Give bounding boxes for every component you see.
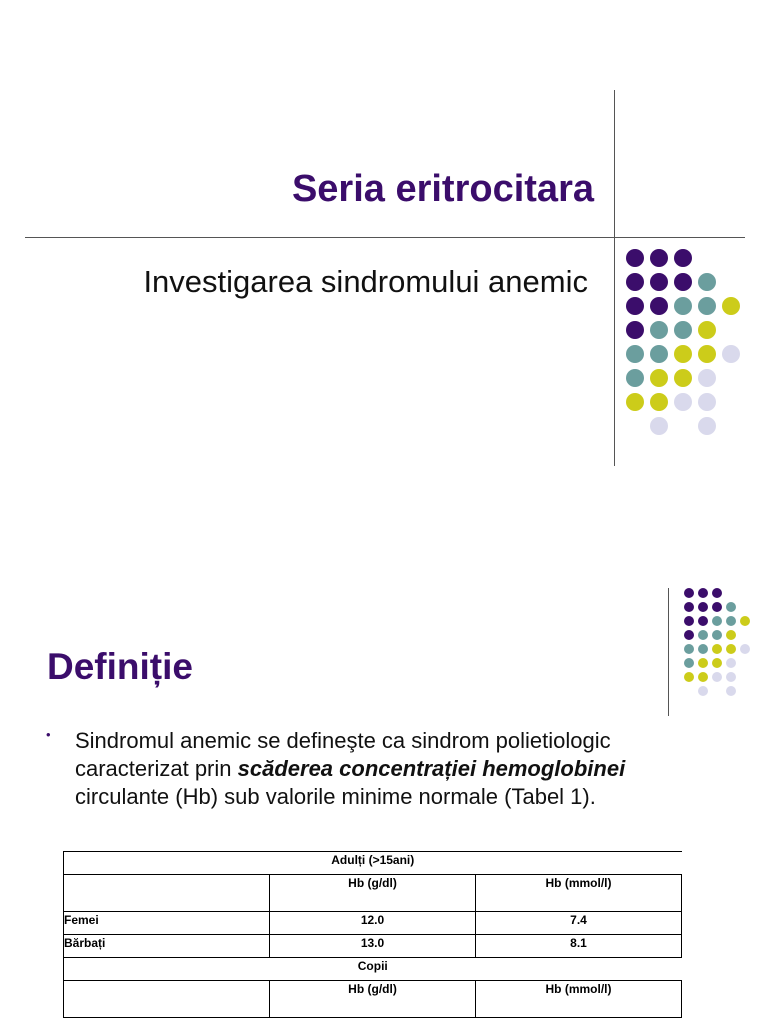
dot-teal: [626, 345, 644, 363]
dot-yellow: [626, 393, 644, 411]
dot-lavender: [726, 686, 736, 696]
dot-purple: [626, 297, 644, 315]
dot-purple: [698, 616, 708, 626]
table-row: [64, 912, 682, 935]
dot-lavender: [698, 686, 708, 696]
dot-teal: [698, 644, 708, 654]
cell-hb-mmol: 7.4: [476, 912, 682, 935]
dot-yellow: [650, 393, 668, 411]
column-header-hb-gdl: Hb (g/dl): [270, 981, 476, 1018]
column-header-hb-mmol: Hb (mmol/l): [476, 875, 682, 912]
section-title: Definiție: [47, 646, 193, 687]
definition-slide: [0, 580, 768, 1024]
dot-lavender: [726, 672, 736, 682]
dot-lavender: [650, 417, 668, 435]
dot-purple: [684, 630, 694, 640]
table-cell-empty: [64, 981, 270, 1018]
dot-lavender: [698, 369, 716, 387]
dot-purple: [684, 588, 694, 598]
dot-yellow: [650, 369, 668, 387]
dot-purple: [684, 616, 694, 626]
dot-lavender: [726, 658, 736, 668]
dot-purple: [684, 602, 694, 612]
slide-title: Seria eritrocitara: [291, 168, 594, 210]
dot-yellow: [712, 644, 722, 654]
cell-hb-gdl: 12.0: [270, 912, 476, 935]
dot-yellow: [684, 672, 694, 682]
dot-lavender: [722, 345, 740, 363]
row-label: Bărbați: [64, 935, 270, 958]
table-group-header-adults: Adulți (>15ani): [64, 852, 682, 875]
dot-lavender: [740, 644, 750, 654]
vertical-divider: [668, 588, 669, 716]
cell-hb-mmol: 8.1: [476, 935, 682, 958]
dot-purple: [626, 249, 644, 267]
dot-purple: [674, 273, 692, 291]
dot-yellow: [698, 658, 708, 668]
dot-teal: [712, 616, 722, 626]
dot-yellow: [726, 644, 736, 654]
hemoglobin-table: [63, 851, 682, 1018]
dot-purple: [698, 588, 708, 598]
dot-teal: [698, 297, 716, 315]
paragraph-emphasis: scăderea concentrației hemoglobinei: [237, 756, 626, 781]
dot-teal: [698, 273, 716, 291]
slide-subtitle: Investigarea sindromului anemic: [143, 264, 588, 299]
dot-purple: [626, 321, 644, 339]
dot-purple: [712, 588, 722, 598]
vertical-divider: [614, 90, 615, 466]
cell-hb-gdl: 13.0: [270, 935, 476, 958]
bullet-icon: •: [46, 727, 51, 742]
dot-yellow: [722, 297, 740, 315]
column-header-hb-mmol: Hb (mmol/l): [476, 981, 682, 1018]
dot-teal: [650, 345, 668, 363]
dot-yellow: [698, 672, 708, 682]
dot-yellow: [698, 345, 716, 363]
dot-lavender: [712, 672, 722, 682]
dot-lavender: [674, 393, 692, 411]
dot-purple: [650, 249, 668, 267]
dot-yellow: [726, 630, 736, 640]
dot-lavender: [698, 417, 716, 435]
dot-purple: [698, 602, 708, 612]
horizontal-divider: [25, 237, 745, 238]
paragraph-text: circulante (Hb) sub valorile minime normale (Tabel 1).: [75, 784, 596, 809]
dot-teal: [684, 644, 694, 654]
dot-purple: [674, 249, 692, 267]
dot-teal: [650, 321, 668, 339]
dot-yellow: [674, 369, 692, 387]
dot-lavender: [698, 393, 716, 411]
title-slide: [0, 0, 768, 470]
dot-purple: [712, 602, 722, 612]
dot-teal: [626, 369, 644, 387]
dot-purple: [650, 273, 668, 291]
dot-purple: [626, 273, 644, 291]
dot-yellow: [740, 616, 750, 626]
dot-yellow: [712, 658, 722, 668]
row-label: Femei: [64, 912, 270, 935]
dot-yellow: [674, 345, 692, 363]
dot-teal: [726, 602, 736, 612]
dot-teal: [674, 321, 692, 339]
dot-teal: [698, 630, 708, 640]
definition-paragraph: [75, 727, 715, 811]
table-row: [64, 935, 682, 958]
dot-teal: [684, 658, 694, 668]
column-header-hb-gdl: Hb (g/dl): [270, 875, 476, 912]
table-group-header-children: Copii: [64, 958, 682, 981]
dot-yellow: [698, 321, 716, 339]
table-cell-empty: [64, 875, 270, 912]
dot-teal: [712, 630, 722, 640]
dot-purple: [650, 297, 668, 315]
dot-teal: [726, 616, 736, 626]
paragraph-text: Sindromul anemic se defineşte ca sindrom polietiologic caracterizat prin: [75, 728, 611, 781]
dot-teal: [674, 297, 692, 315]
